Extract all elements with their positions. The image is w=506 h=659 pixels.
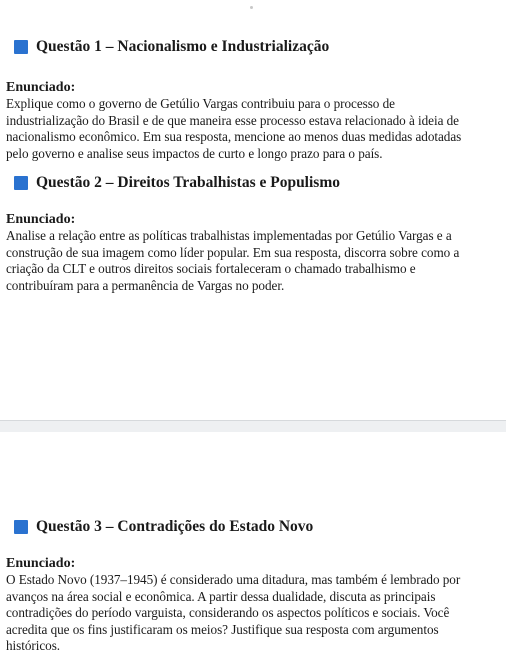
blue-square-bullet-icon: [14, 176, 28, 190]
question-2-label: Enunciado:: [6, 212, 76, 227]
question-3-label: Enunciado:: [6, 556, 76, 571]
question-3-line: O Estado Novo (1937–1945) é considerado uma ditadura, mas também é lembrado por: [6, 572, 461, 587]
question-1-heading: [14, 38, 329, 56]
question-2-heading: [14, 174, 340, 192]
question-1-title: Questão 1 – Nacionalismo e Industrialização: [36, 38, 330, 55]
question-2-line: criação da CLT e outros direitos sociais fortaleceram o chamado trabalhismo e: [6, 261, 416, 277]
question-3-line: acredita que os fins justificaram os meios? Justifique sua resposta com argumentos: [6, 621, 439, 637]
page-marker-dot: [250, 6, 253, 9]
question-1-body: [6, 96, 506, 162]
question-1-line: pelo governo e analise seus impactos de curto e longo prazo para o país.: [6, 145, 383, 161]
question-3-title: Questão 3 – Contradições do Estado Novo: [36, 518, 314, 535]
question-1-line: nacionalismo econômico. Em sua resposta, mencione ao menos duas medidas adotadas: [6, 129, 462, 145]
question-3-body: [6, 572, 506, 655]
question-2-line: contribuíram para a permanência de Vargas no poder.: [6, 277, 285, 293]
question-1-label: Enunciado:: [6, 80, 76, 95]
question-2-title: Questão 2 – Direitos Trabalhistas e Populismo: [36, 174, 340, 191]
question-2-body: [6, 228, 506, 294]
question-3-line: avanços na área social e econômica. A partir dessa dualidade, discuta as principais: [6, 588, 436, 604]
document-page-2: [0, 432, 506, 659]
question-2-line: construção de sua imagem como líder popular. Em sua resposta, discorra sobre como a: [6, 244, 460, 260]
blue-square-bullet-icon: [14, 40, 28, 54]
question-3-line: históricos.: [6, 638, 61, 654]
question-3-heading: [14, 518, 313, 536]
question-1-line: industrialização do Brasil e de que maneira esse processo estava relacionado à ideia de: [6, 112, 459, 128]
question-2-line: Analise a relação entre as políticas trabalhistas implementadas por Getúlio Vargas e a: [6, 228, 452, 243]
blue-square-bullet-icon: [14, 520, 28, 534]
question-3-line: contradições do período varguista, considerando os aspectos políticos e sociais. Você: [6, 605, 450, 621]
question-1-line: Explique como o governo de Getúlio Vargas contribuiu para o processo de: [6, 96, 395, 111]
